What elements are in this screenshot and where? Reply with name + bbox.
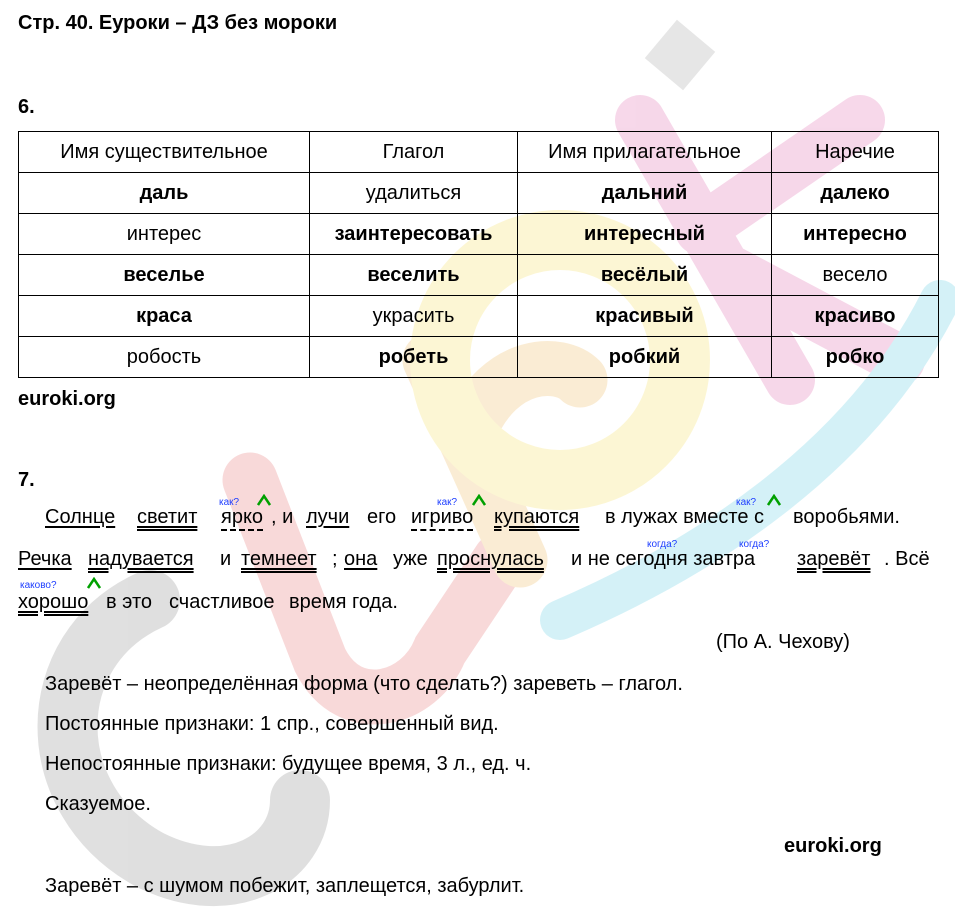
- word: ;: [332, 548, 338, 570]
- table-cell: заинтересовать: [310, 214, 518, 255]
- word: в это: [106, 591, 153, 613]
- table-cell: интересный: [518, 214, 772, 255]
- analysis-line: Непостоянные признаки: будущее время, 3 л., ед. ч.: [45, 753, 532, 775]
- table-cell: интересно: [772, 214, 939, 255]
- caret-icon: [87, 577, 101, 589]
- table-cell: интерес: [19, 214, 310, 255]
- table-cell: весело: [772, 255, 939, 296]
- word-predicate: проснулась: [437, 548, 544, 570]
- word: его: [367, 506, 397, 528]
- site-link-1: euroki.org: [18, 388, 116, 410]
- word: , и: [271, 506, 294, 528]
- word: воробьями.: [793, 506, 900, 528]
- word-predicate: светит: [137, 506, 198, 528]
- watermark-letter-e: [68, 600, 301, 876]
- table-row: [19, 296, 939, 337]
- word-adverbial: ярко: [221, 506, 263, 531]
- table-cell: робкий: [518, 337, 772, 378]
- word: счастливое: [169, 591, 275, 613]
- page-title: Стр. 40. Еуроки – ДЗ без мороки: [18, 12, 338, 34]
- table-cell: весёлый: [518, 255, 772, 296]
- word: уже: [393, 548, 428, 570]
- table-cell: краса: [19, 296, 310, 337]
- task-7-number: 7.: [18, 469, 35, 491]
- table-cell: веселить: [310, 255, 518, 296]
- col-adverb: Наречие: [772, 132, 939, 173]
- word-forms-table: [18, 131, 939, 378]
- word-predicate: хорошо: [18, 591, 89, 613]
- word-predicate: темнеет: [241, 548, 317, 570]
- col-verb: Глагол: [310, 132, 518, 173]
- author-attribution: (По А. Чехову): [716, 631, 850, 653]
- word: и не сегодня завтра: [571, 548, 756, 570]
- site-link-2: euroki.org: [784, 835, 882, 857]
- table-header-row: [19, 132, 939, 173]
- analysis-line: Заревёт – неопределённая форма (что сделать?) зареветь – глагол.: [45, 673, 683, 695]
- word-subject: лучи: [306, 506, 350, 528]
- analysis-line: Постоянные признаки: 1 спр., совершенный вид.: [45, 713, 499, 735]
- caret-icon: [257, 494, 271, 506]
- table-cell: украсить: [310, 296, 518, 337]
- word: в лужах вместе с: [605, 506, 765, 528]
- word-subject: Солнце: [45, 506, 116, 528]
- word-predicate: купаются: [494, 506, 580, 528]
- word-predicate: надувается: [88, 548, 194, 570]
- col-noun: Имя существительное: [19, 132, 310, 173]
- word-subject: она: [344, 548, 378, 570]
- synonyms-line: Заревёт – с шумом побежит, заплещется, забурлит.: [45, 875, 525, 897]
- word-predicate: заревёт: [797, 548, 871, 570]
- table-cell: веселье: [19, 255, 310, 296]
- table-row: [19, 173, 939, 214]
- question-label: когда?: [739, 539, 770, 550]
- table-row: [19, 337, 939, 378]
- task-6-number: 6.: [18, 96, 35, 118]
- table-cell: даль: [19, 173, 310, 214]
- caret-icon: [472, 494, 486, 506]
- question-label: когда?: [647, 539, 678, 550]
- analysis-line: Сказуемое.: [45, 793, 151, 815]
- table-cell: робеть: [310, 337, 518, 378]
- question-label: как?: [736, 497, 757, 508]
- question-label: каково?: [20, 580, 57, 591]
- table-cell: дальний: [518, 173, 772, 214]
- word: . Всё: [884, 548, 930, 570]
- table-row: [19, 214, 939, 255]
- col-adjective: Имя прилагательное: [518, 132, 772, 173]
- table-cell: удалиться: [310, 173, 518, 214]
- question-label: как?: [219, 497, 240, 508]
- table-row: [19, 255, 939, 296]
- word-adverbial: игриво: [411, 506, 473, 531]
- question-label: как?: [437, 497, 458, 508]
- table-cell: робко: [772, 337, 939, 378]
- watermark-dot: [645, 20, 715, 90]
- word: и: [220, 548, 232, 570]
- word-subject: Речка: [18, 548, 72, 570]
- table-cell: красиво: [772, 296, 939, 337]
- caret-icon: [767, 494, 781, 506]
- table-cell: далеко: [772, 173, 939, 214]
- word: время года.: [289, 591, 398, 613]
- table-cell: робость: [19, 337, 310, 378]
- table-cell: красивый: [518, 296, 772, 337]
